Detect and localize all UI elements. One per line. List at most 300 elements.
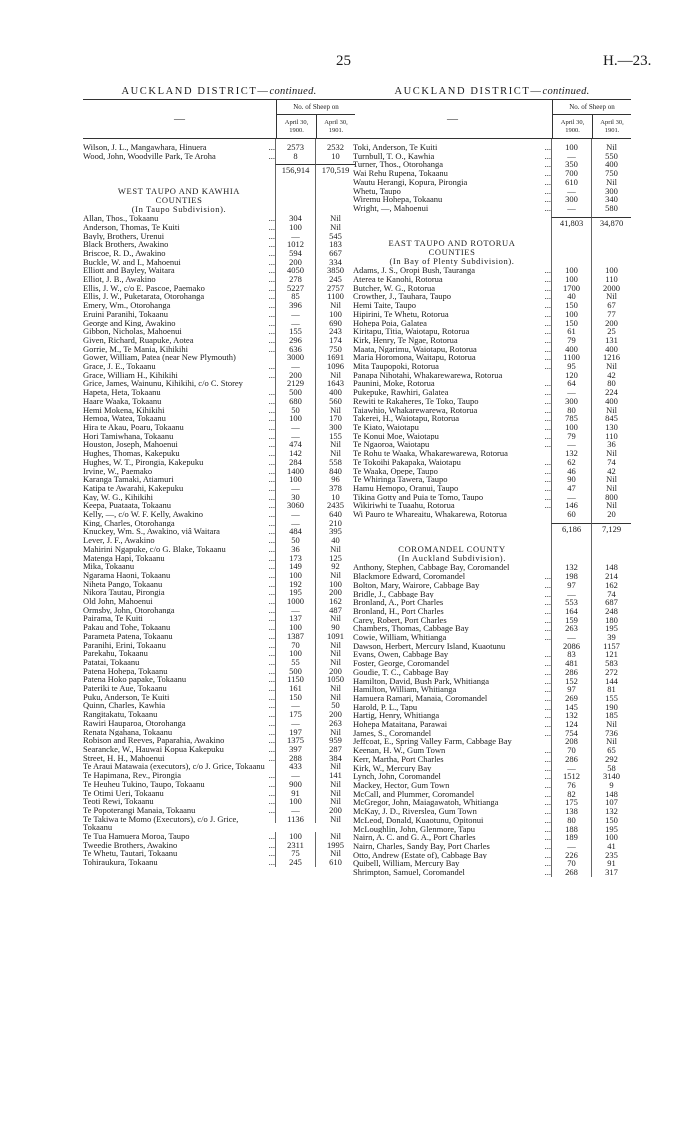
owner-name: Kerr, Martha, Port Charles — [353, 754, 444, 764]
owner-name: Gower, William, Patea (near New Plymouth) — [83, 353, 236, 363]
table-row — [353, 590, 631, 599]
owner-name: Teoti Rewi, Tokaanu — [83, 797, 154, 806]
owner-name: Wiremu Hohepa, Tokaanu — [353, 195, 443, 204]
leader-dots: ... — [268, 578, 275, 589]
leader-dots: ... — [268, 369, 275, 380]
owner-name: Quinn, Charles, Kawhia — [83, 701, 166, 711]
leader-dots: ... — [544, 300, 551, 311]
leader-dots: ... — [268, 543, 275, 554]
sheep-1900: 80 — [551, 816, 591, 825]
sheep-1900: 100 — [275, 797, 315, 806]
sheep-1900: 700 — [551, 169, 591, 178]
sheep-1900: 36 — [275, 545, 315, 554]
sheep-1900: 500 — [275, 667, 315, 676]
owner-name: Pateriki te Aue, Tokaanu — [83, 684, 167, 693]
sheep-1900: 100 — [551, 143, 591, 152]
year-1901-header: April 30, 1901. — [316, 115, 355, 138]
sheep-1901: 81 — [591, 685, 631, 694]
sheep-1901: 183 — [315, 240, 355, 249]
leader-dots: ... — [268, 535, 275, 546]
owner-name: Keepa, Puataata, Tokaanu — [83, 501, 171, 511]
leader-dots: ... — [268, 857, 275, 868]
sheep-1900: 8 — [275, 152, 315, 161]
sheep-1901: 2757 — [315, 284, 355, 293]
table-row — [353, 616, 631, 625]
leader-dots: ... — [544, 343, 551, 354]
table-row — [353, 362, 631, 371]
table-row — [353, 195, 631, 204]
owner-name: Grice, James, Wainunu, Kihikihi, c/o C. Storey — [83, 379, 243, 389]
section-subtitle — [353, 257, 631, 266]
table-row — [353, 659, 631, 668]
sheep-1900: 76 — [551, 781, 591, 790]
owner-name: Parameta Patena, Tokaanu — [83, 631, 173, 641]
leader-dots: ... — [268, 213, 275, 224]
sheep-1900: 553 — [551, 598, 591, 607]
leader-dots: ... — [544, 780, 551, 790]
district-suffix: continued. — [269, 86, 317, 97]
table-row — [353, 310, 631, 319]
sheep-1901: 840 — [315, 467, 355, 476]
section-col-2 — [591, 239, 631, 248]
table-row — [353, 764, 631, 773]
sheep-1900: 62 — [551, 458, 591, 467]
year-headers — [553, 115, 631, 138]
owner-name: McCall, and Plummer, Coromandel — [353, 789, 475, 799]
sheep-1901: Nil — [315, 728, 355, 737]
sheep-1901: 40 — [315, 536, 355, 545]
sheep-1901: Nil — [591, 501, 631, 510]
table-row — [83, 728, 355, 737]
owner-name: Goudie, T. C., Cabbage Bay — [353, 667, 449, 677]
sheep-1900: — — [275, 232, 315, 241]
sheep-1901: 550 — [591, 152, 631, 161]
owner-name: Te Tua Hamuera Moroa, Taupo — [83, 832, 190, 841]
sheep-1900: 91 — [275, 789, 315, 798]
leader-dots: ... — [268, 265, 275, 276]
sheep-1900: 50 — [275, 406, 315, 415]
sheep-1901: 185 — [591, 711, 631, 720]
section-title-2-text: COUNTIES — [155, 195, 203, 206]
leader-dots: ... — [544, 745, 551, 756]
sheep-1900: 70 — [551, 859, 591, 868]
sheep-1900: 900 — [275, 780, 315, 789]
owner-name: Te Waaka, Opepe, Taupo — [353, 466, 438, 476]
owner-name: Anderson, Thomas, Te Kuiti — [83, 222, 180, 232]
table-row — [83, 684, 355, 693]
sheep-1901: 845 — [591, 414, 631, 423]
sheep-1901: 80 — [591, 379, 631, 388]
sheep-1901: 1995 — [315, 841, 355, 850]
owner-name: Houston, Joseph, Mahoenui — [83, 440, 178, 450]
owner-name: Dawson, Herbert, Mercury Island, Kuaotunu — [353, 641, 506, 651]
sheep-1901: 67 — [591, 301, 631, 310]
table-row — [83, 771, 355, 780]
owner-name: Emery, Wm., Otorohanga — [83, 301, 171, 310]
sheep-1901: 200 — [315, 710, 355, 719]
leader-dots: ... — [544, 404, 551, 415]
leader-dots: ... — [268, 282, 275, 293]
table-row — [83, 449, 355, 458]
sheep-1901: 144 — [591, 677, 631, 686]
table-row — [353, 414, 631, 423]
sheep-1900: 284 — [275, 458, 315, 467]
sheep-count-label: No. of Sheep on — [277, 100, 355, 115]
sheep-1900: 4050 — [275, 266, 315, 275]
sheep-1901: 395 — [315, 527, 355, 536]
owner-name: Gibbon, Nicholas, Mahoenui — [83, 327, 182, 336]
sheep-1900: — — [275, 606, 315, 615]
table-row — [83, 545, 355, 554]
sheep-1901: 400 — [591, 397, 631, 406]
leader-dots: ... — [544, 334, 551, 345]
leader-dots: ... — [268, 430, 275, 441]
leader-dots: ... — [544, 614, 551, 625]
sheep-1900: 2311 — [275, 841, 315, 850]
leader-dots: ... — [544, 421, 551, 432]
sheep-1900: 100 — [551, 310, 591, 319]
table-row — [83, 284, 355, 293]
sheep-1900: — — [551, 204, 591, 213]
owner-name: Hohepa Poia, Galatea — [353, 318, 427, 328]
sheep-1900: 70 — [551, 746, 591, 755]
owner-name: Tweedie Brothers, Awakino — [83, 840, 178, 850]
leader-dots: ... — [268, 674, 275, 685]
leader-dots: ... — [268, 465, 275, 476]
table-row — [353, 458, 631, 467]
sheep-1900: 5227 — [275, 284, 315, 293]
owner-name: Takerei, H., Waiotapu, Rotorua — [353, 414, 459, 423]
owner-name: Ellis, J. W., Puketarata, Otorohanga — [83, 292, 205, 302]
sheep-1901: 287 — [315, 745, 355, 754]
leader-dots: ... — [268, 596, 275, 607]
section-title — [83, 187, 355, 196]
leader-dots: ... — [268, 150, 275, 161]
table-row — [353, 501, 631, 510]
sheep-1900: 100 — [275, 223, 315, 232]
owner-name: Mackey, Hector, Gum Town — [353, 781, 450, 790]
table-row — [353, 143, 631, 152]
sheep-1901: 39 — [591, 633, 631, 642]
table-row — [353, 284, 631, 293]
table-row — [353, 301, 631, 310]
sheep-1901: Nil — [315, 545, 355, 554]
sheep-1900: — — [275, 510, 315, 519]
sheep-1900: 159 — [551, 616, 591, 625]
owner-name: Kay, W. G., Kihikihi — [83, 492, 154, 502]
owner-name: Te Ngaoroa, Waiotapu — [353, 440, 430, 450]
sheep-1900: 40 — [551, 292, 591, 301]
sheep-1901: 1050 — [315, 675, 355, 684]
sheep-1900: 1150 — [275, 675, 315, 684]
table-row — [83, 580, 355, 589]
sheep-1900: — — [551, 152, 591, 161]
sheep-1901: 736 — [591, 729, 631, 738]
table-row — [83, 554, 355, 563]
sheep-1901: 125 — [315, 554, 355, 563]
owner-name: Street, H. H., Mahoenui — [83, 753, 165, 763]
sheep-1901: 340 — [591, 195, 631, 204]
sheep-1900: 474 — [275, 440, 315, 449]
sheep-1901: 334 — [315, 258, 355, 267]
owner-name: Patatai, Tokaanu — [83, 657, 140, 667]
sheep-1901: 90 — [315, 623, 355, 632]
leader-dots: ... — [544, 491, 551, 502]
sheep-1901: 750 — [591, 169, 631, 178]
owner-name: McLoughlin, John, Glenmore, Tapu — [353, 824, 476, 834]
owner-name: Te Araui Matawaia (executors), c/o J. Grice, Tokaanu — [83, 762, 265, 772]
sheep-1901: 378 — [315, 484, 355, 493]
table-row — [83, 371, 355, 380]
sheep-1901: 210 — [315, 519, 355, 528]
sheep-1901: 300 — [591, 187, 631, 196]
table-row — [353, 868, 631, 877]
sheep-1900: 296 — [275, 336, 315, 345]
owner-name: Turner, Thos., Otorohanga — [353, 160, 444, 170]
table-row — [353, 493, 631, 502]
sheep-1900: 400 — [551, 345, 591, 354]
owner-name: Otto, Andrew (Estate of), Cabbage Bay — [353, 850, 487, 860]
sheep-1900: 200 — [275, 258, 315, 267]
owner-name: Katipa te Awarahi, Kakepuku — [83, 483, 184, 493]
owner-name: Patena Hohepa, Tokaanu — [83, 666, 168, 676]
sheep-1900: 2573 — [275, 143, 315, 152]
year-1900-header: April 30, 1900. — [284, 119, 309, 134]
sheep-1901: 148 — [591, 790, 631, 799]
table-row — [353, 432, 631, 441]
owner-name: Pukepuke, Rawhiri, Galatea — [353, 388, 449, 397]
sheep-1901: Nil — [315, 815, 355, 824]
owner-name: Kiritapu, Titia, Waiotapu, Rotorua — [353, 327, 470, 336]
sheep-1900: 1136 — [275, 815, 315, 824]
owner-name: Wood, John, Woodville Park, Te Aroha — [83, 151, 216, 161]
sheep-1901: Nil — [315, 223, 355, 232]
sheep-1900: 1000 — [275, 597, 315, 606]
leader-dots: ... — [268, 395, 275, 406]
table-row — [83, 797, 355, 806]
leader-dots: ... — [268, 230, 275, 241]
table-header — [83, 99, 355, 139]
leader-dots: ... — [544, 326, 551, 337]
owner-name: Jeffcoat, E., Spring Valley Farm, Cabbage Bay — [353, 737, 512, 747]
owner-name: Adams, J. S., Oropi Bush, Tauranga — [353, 266, 476, 276]
owner-name: Hira te Akau, Poaru, Tokaanu — [83, 422, 184, 432]
table-row — [83, 536, 355, 545]
owner-name: Carey, Robert, Port Charles — [353, 615, 447, 625]
leader-dots: ... — [544, 456, 551, 467]
owner-name: Rawiri Hauparoa, Otorohanga — [83, 718, 186, 728]
leader-dots: ... — [544, 675, 551, 686]
table-row — [83, 527, 355, 536]
owner-name: Gorrie, M., Te Mania, Kihikihi — [83, 344, 189, 354]
sheep-1901: 190 — [591, 703, 631, 712]
section-col-1 — [551, 545, 591, 554]
table-row — [353, 169, 631, 178]
table-row — [83, 754, 355, 763]
owner-name: Black Brothers, Awakino — [83, 240, 169, 249]
table-row — [83, 597, 355, 606]
table-row — [83, 423, 355, 432]
sheep-1901: 545 — [315, 232, 355, 241]
leader-dots: ... — [268, 656, 275, 667]
sheep-1900: 100 — [275, 571, 315, 580]
leader-dots: ... — [268, 787, 275, 798]
sheep-1901: Nil — [315, 684, 355, 693]
sheep-1900: — — [275, 319, 315, 328]
district-name: AUCKLAND DISTRICT— — [121, 86, 270, 97]
leader-dots: ... — [268, 142, 275, 152]
section-col-2 — [315, 187, 355, 196]
table-row — [83, 223, 355, 232]
leader-dots: ... — [544, 710, 551, 721]
leader-dots: ... — [544, 142, 551, 152]
table-row — [353, 624, 631, 633]
leader-dots: ... — [544, 202, 551, 213]
leader-dots: ... — [544, 623, 551, 634]
sheep-1900: 192 — [275, 580, 315, 589]
owner-name: Hartig, Henry, Whitianga — [353, 711, 440, 721]
owner-name: Hamilton, David, Bush Park, Whitianga — [353, 676, 490, 686]
owner-name: Panapa Nihotahi, Whakarewarewa, Rotorua — [353, 370, 503, 380]
sheep-1901: Nil — [315, 762, 355, 771]
sheep-1900: 286 — [551, 668, 591, 677]
table-row — [83, 588, 355, 597]
sheep-1900: — — [275, 719, 315, 728]
sheep-1900: 100 — [551, 275, 591, 284]
sheep-1901: Nil — [591, 737, 631, 746]
sheep-1901: 400 — [315, 388, 355, 397]
sheep-1901: 200 — [315, 588, 355, 597]
leader-dots: ... — [268, 796, 275, 807]
owner-name: Paunini, Moke, Rotorua — [353, 379, 435, 389]
owner-name: Te Popoterangi Manaia, Tokaanu — [83, 805, 196, 815]
sheep-1901: 148 — [591, 563, 631, 572]
table-row — [353, 703, 631, 712]
leader-dots: ... — [268, 735, 275, 746]
sheep-1900: 150 — [551, 319, 591, 328]
sheep-1901: Nil — [315, 780, 355, 789]
leader-dots: ... — [268, 300, 275, 311]
sheep-1901: Nil — [315, 571, 355, 580]
leader-dots: ... — [268, 804, 275, 815]
sheep-1900: 82 — [551, 790, 591, 799]
owner-name: Wilson, J. L., Mangawhara, Hinuera — [83, 143, 207, 152]
table-row — [83, 501, 355, 510]
leader-dots: ... — [544, 588, 551, 599]
leader-dots: ... — [268, 361, 275, 372]
total-1901: 170,519 — [315, 164, 355, 175]
district-heading — [83, 84, 355, 99]
owner-name: Old John, Mahoenui — [83, 597, 153, 606]
leader-dots: ... — [544, 806, 551, 817]
sheep-1901: Nil — [315, 797, 355, 806]
leader-dots: ... — [544, 632, 551, 643]
owner-name: Ellis, J. W., c/o E. Pascoe, Paemako — [83, 283, 205, 293]
table-row — [353, 563, 631, 572]
sheep-1900: 145 — [551, 703, 591, 712]
table-row — [353, 345, 631, 354]
leader-dots: ... — [544, 159, 551, 170]
leader-dots: ... — [268, 561, 275, 572]
table-row — [353, 685, 631, 694]
owner-name: Turnbull, T. O., Kawhia — [353, 151, 435, 161]
sheep-1901: 41 — [591, 842, 631, 851]
leader-dots: ... — [268, 622, 275, 633]
sheep-1900: 433 — [275, 762, 315, 771]
sheep-1901: 400 — [591, 160, 631, 169]
sheep-1901: 1643 — [315, 379, 355, 388]
sheep-1900: 70 — [275, 641, 315, 650]
owner-name: Hamilton, William, Whitianga — [353, 685, 457, 694]
table-row — [83, 353, 355, 362]
leader-dots: ... — [268, 848, 275, 859]
sheep-1901: Nil — [591, 484, 631, 493]
table-row — [83, 815, 355, 832]
leader-dots: ... — [268, 517, 275, 528]
owner-name: Kirk, W., Mercury Bay — [353, 763, 432, 773]
table-row — [83, 649, 355, 658]
sheep-1900: 245 — [275, 858, 315, 867]
owner-name: Hohepa Mataitana, Parawai — [353, 720, 448, 729]
owner-name: Bronland, A., Port Charles — [353, 598, 444, 607]
section-title-2-text: COUNTIES — [428, 247, 476, 258]
sheep-1900: 1400 — [275, 467, 315, 476]
sheep-1901: 690 — [315, 319, 355, 328]
leader-dots: ... — [544, 597, 551, 608]
sheep-1900: 55 — [275, 658, 315, 667]
sheep-1900: 161 — [275, 684, 315, 693]
table-row — [83, 327, 355, 336]
sheep-1900: 150 — [551, 301, 591, 310]
section-title-text: COROMANDEL COUNTY — [398, 544, 506, 555]
table-row — [83, 301, 355, 310]
sheep-1900: — — [275, 806, 315, 815]
table-row — [83, 780, 355, 789]
table-row — [353, 711, 631, 720]
sheep-1900: 785 — [551, 414, 591, 423]
sheep-1901: 580 — [591, 204, 631, 213]
table-row — [353, 353, 631, 362]
leader-dots: ... — [544, 649, 551, 660]
table-row — [83, 606, 355, 615]
leader-dots: ... — [544, 265, 551, 276]
sheep-1900: 300 — [551, 195, 591, 204]
sheep-1900: 610 — [551, 178, 591, 187]
owner-name: Te Whetu, Tautari, Tokaanu — [83, 849, 178, 859]
leader-dots: ... — [544, 194, 551, 205]
owner-name: Mita Taupopoki, Rotorua — [353, 362, 439, 371]
sheep-1901: 610 — [315, 858, 355, 867]
table-row — [353, 720, 631, 729]
leader-dots: ... — [268, 291, 275, 302]
leader-dots: ... — [544, 439, 551, 450]
owner-name: Grace, William H., Kihikihi — [83, 370, 178, 380]
sheep-1900: 286 — [551, 755, 591, 764]
sheep-1900: 97 — [551, 581, 591, 590]
sheep-1900: 1375 — [275, 736, 315, 745]
leader-dots: ... — [268, 587, 275, 598]
sheep-1901: Nil — [315, 440, 355, 449]
sheep-1900: 132 — [551, 711, 591, 720]
owner-name: Nikora Tautau, Pirongia — [83, 588, 165, 598]
sheep-1901: 195 — [591, 825, 631, 834]
owner-name: Grace, J. E., Tokaanu — [83, 362, 156, 371]
sheep-1901: 10 — [315, 152, 355, 161]
sheep-1900: 484 — [275, 527, 315, 536]
table-row — [83, 345, 355, 354]
table-row — [83, 440, 355, 449]
table-row — [83, 789, 355, 798]
